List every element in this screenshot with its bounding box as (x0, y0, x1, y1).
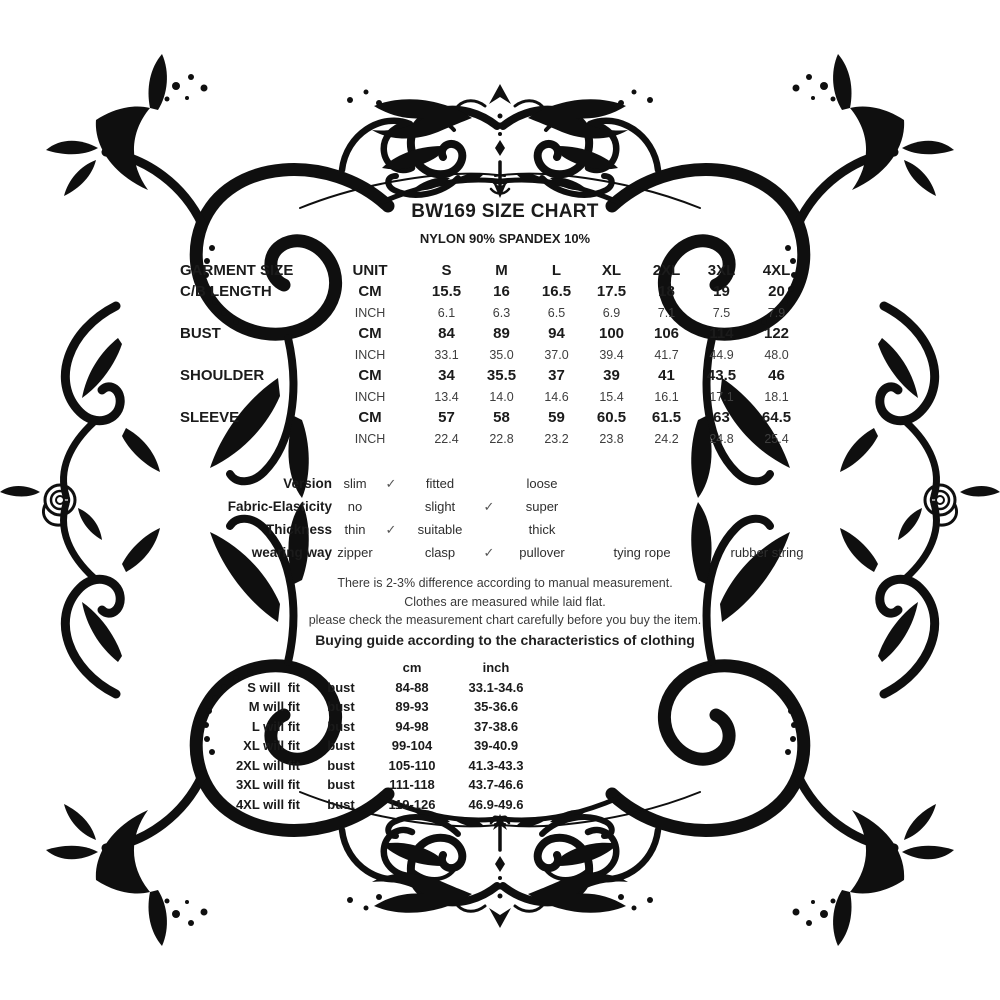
measurement-notes (5, 574, 1000, 650)
buying-guide-row (0, 775, 550, 795)
size-fit-label: XL will fit (243, 738, 300, 754)
unit-cell: INCH (354, 305, 386, 320)
size-cell-2xl: 18 (658, 283, 675, 300)
size-cell-m: 16 (493, 283, 510, 300)
cm-range: 105-110 (388, 757, 436, 773)
size-cell-s: 33.1 (434, 347, 459, 362)
size-cell-4xl: 4XL (762, 262, 791, 279)
body-part-label: bust (327, 777, 355, 793)
size-cell-3xl: 19 (713, 283, 730, 300)
note-line: Clothes are measured while laid flat. (404, 594, 606, 609)
checkmark-icon: ✓ (483, 498, 495, 514)
checkmark-icon: ✓ (385, 475, 397, 491)
inch-range: 39-40.9 (473, 738, 519, 754)
unit-cell: INCH (354, 389, 386, 404)
size-table-row (180, 365, 804, 386)
unit-cell: CM (358, 367, 382, 384)
size-cell-m: 58 (493, 409, 510, 426)
size-cell-l: 6.5 (547, 305, 566, 320)
size-cell-xl: 15.4 (599, 389, 624, 404)
buying-guide-header-row (0, 658, 550, 678)
measurement-label: GARMENT SIZE (180, 262, 294, 279)
inch-range: 33.1-34.6 (468, 679, 524, 695)
cm-range: 119-126 (388, 796, 436, 812)
size-fit-label: 3XL will fit (235, 777, 300, 793)
size-cell-m: M (495, 262, 508, 279)
attribute-label: Fabric-Elasticity (227, 499, 332, 514)
attribute-option: loose (526, 476, 558, 491)
fabric-composition: NYLON 90% SPANDEX 10% (419, 231, 591, 246)
inch-range: 37-38.6 (473, 718, 519, 734)
attribute-option: suitable (417, 522, 463, 537)
measurement-label: C/B LENGTH (180, 283, 272, 300)
buying-guide-row (0, 756, 550, 776)
inch-range: 46.9-49.6 (468, 796, 524, 812)
buying-guide-row (0, 795, 550, 815)
size-cell-4xl: 18.1 (764, 389, 789, 404)
size-fit-label: L will fit (251, 718, 300, 734)
size-cell-l: 23.2 (544, 431, 569, 446)
size-cell-2xl: 61.5 (651, 409, 682, 426)
attribute-label: wearing way (251, 545, 332, 560)
size-cell-xl: 39.4 (599, 347, 624, 362)
size-fit-label: 4XL will fit (235, 796, 300, 812)
size-cell-3xl: 63 (713, 409, 730, 426)
size-cell-l: 14.6 (544, 389, 569, 404)
cm-column-header: cm (402, 660, 422, 676)
checkmark-icon: ✓ (385, 521, 397, 537)
size-cell-3xl: 114 (709, 325, 734, 342)
size-cell-4xl: 46 (768, 367, 785, 384)
body-part-label: bust (327, 679, 355, 695)
size-cell-l: 37.0 (544, 347, 569, 362)
size-cell-m: 22.8 (489, 431, 514, 446)
size-cell-m: 35.0 (489, 347, 514, 362)
size-cell-2xl: 2XL (652, 262, 681, 279)
attribute-option: fitted (425, 476, 455, 491)
inch-range: 43.7-46.6 (468, 777, 524, 793)
attribute-row (0, 518, 832, 541)
measurement-label: BUST (180, 325, 221, 342)
size-cell-m: 89 (493, 325, 510, 342)
body-part-label: bust (327, 699, 355, 715)
size-cell-s: 22.4 (434, 431, 459, 446)
size-cell-s: 57 (438, 409, 455, 426)
size-cell-xl: XL (601, 262, 622, 279)
inch-range: 35-36.6 (473, 699, 519, 715)
unit-cell: CM (358, 283, 382, 300)
size-table-row (180, 260, 804, 281)
attribute-row (0, 472, 832, 495)
size-cell-s: 13.4 (434, 389, 459, 404)
cm-range: 89-93 (395, 699, 429, 715)
size-cell-s: S (441, 262, 452, 279)
size-table-row (180, 323, 804, 344)
size-cell-4xl: 25.4 (764, 431, 789, 446)
body-part-label: bust (327, 796, 355, 812)
size-cell-s: 15.5 (431, 283, 462, 300)
size-table-row (180, 428, 804, 449)
attribute-label: Version (283, 476, 332, 491)
body-part-label: bust (327, 738, 355, 754)
size-table-row (180, 344, 804, 365)
size-table-row (180, 281, 804, 302)
size-fit-label: 2XL will fit (235, 757, 300, 773)
size-fit-label: S will fit (247, 679, 300, 695)
size-cell-l: 37 (548, 367, 565, 384)
size-measurement-table (180, 260, 804, 449)
size-cell-xl: 23.8 (599, 431, 624, 446)
size-cell-xl: 6.9 (602, 305, 621, 320)
unit-cell: INCH (354, 431, 386, 446)
inch-range: 41.3-43.3 (468, 757, 524, 773)
attribute-option: thick (528, 522, 556, 537)
size-cell-2xl: 106 (653, 325, 680, 342)
buying-guide-table (0, 658, 550, 814)
size-table-row (180, 386, 804, 407)
size-cell-2xl: 24.2 (654, 431, 679, 446)
size-cell-s: 84 (438, 325, 455, 342)
buying-guide-row (0, 678, 550, 698)
unit-cell: INCH (354, 347, 386, 362)
cm-range: 94-98 (395, 718, 429, 734)
size-table-row (180, 302, 804, 323)
size-cell-xl: 60.5 (596, 409, 627, 426)
size-cell-3xl: 3XL (707, 262, 736, 279)
size-cell-4xl: 122 (763, 325, 790, 342)
buying-guide-row (0, 717, 550, 737)
size-cell-l: 94 (548, 325, 565, 342)
attribute-option: zipper (337, 545, 373, 560)
size-cell-l: L (551, 262, 562, 279)
note-line: please check the measurement chart carefully before you buy the item. (308, 613, 702, 627)
buying-guide-heading: Buying guide according to the characteristics of clothing (315, 631, 695, 648)
size-cell-3xl: 7.5 (712, 305, 731, 320)
size-cell-3xl: 43.5 (706, 367, 737, 384)
unit-cell: CM (358, 409, 382, 426)
measurement-label: SHOULDER (180, 367, 265, 384)
size-cell-m: 35.5 (486, 367, 517, 384)
size-cell-3xl: 17.1 (709, 389, 734, 404)
attribute-option: rubber string (730, 545, 804, 560)
size-cell-4xl: 7.9 (767, 305, 786, 320)
attribute-option: tying rope (613, 545, 671, 560)
size-cell-l: 16.5 (541, 283, 572, 300)
attribute-option: pullover (519, 545, 565, 560)
attribute-option: thin (344, 522, 366, 537)
size-cell-m: 6.3 (492, 305, 511, 320)
cm-range: 84-88 (395, 679, 429, 695)
inch-column-header: inch (482, 660, 510, 676)
buying-guide-row (0, 736, 550, 756)
size-cell-l: 59 (548, 409, 565, 426)
attribute-option: slight (424, 499, 456, 514)
size-cell-3xl: 24.8 (709, 431, 734, 446)
page-title: BW169 SIZE CHART (411, 201, 599, 222)
body-part-label: bust (327, 757, 355, 773)
attribute-row (0, 495, 832, 518)
size-cell-s: 6.1 (437, 305, 456, 320)
attribute-option: no (347, 499, 363, 514)
size-cell-xl: 39 (603, 367, 620, 384)
size-cell-3xl: 44.9 (709, 347, 734, 362)
size-cell-2xl: 41 (658, 367, 675, 384)
attribute-row (0, 541, 832, 564)
size-cell-m: 14.0 (489, 389, 514, 404)
attributes-table (0, 472, 832, 564)
size-table-row (180, 407, 804, 428)
checkmark-icon: ✓ (483, 544, 495, 560)
attribute-option: super (525, 499, 559, 514)
unit-cell: UNIT (352, 262, 388, 279)
buying-guide-rows (0, 678, 550, 815)
cm-range: 111-118 (389, 777, 435, 793)
size-cell-2xl: 41.7 (654, 347, 679, 362)
note-line: There is 2-3% difference according to manual measurement. (337, 576, 673, 590)
attribute-label: Thickness (265, 522, 332, 537)
size-cell-4xl: 48.0 (764, 347, 789, 362)
attribute-option: clasp (424, 545, 456, 560)
buying-guide-row (0, 697, 550, 717)
cm-range: 99-104 (391, 738, 433, 754)
size-cell-2xl: 16.1 (654, 389, 679, 404)
size-cell-2xl: 7.1 (657, 305, 676, 320)
size-cell-xl: 100 (598, 325, 625, 342)
unit-cell: CM (358, 325, 382, 342)
size-cell-4xl: 20 (768, 283, 785, 300)
attribute-option: slim (343, 476, 367, 491)
size-cell-xl: 17.5 (596, 283, 627, 300)
size-cell-4xl: 64.5 (761, 409, 792, 426)
size-fit-label: M will fit (248, 699, 300, 715)
size-cell-s: 34 (438, 367, 455, 384)
body-part-label: bust (327, 718, 355, 734)
measurement-label: SLEEVE (180, 409, 240, 426)
